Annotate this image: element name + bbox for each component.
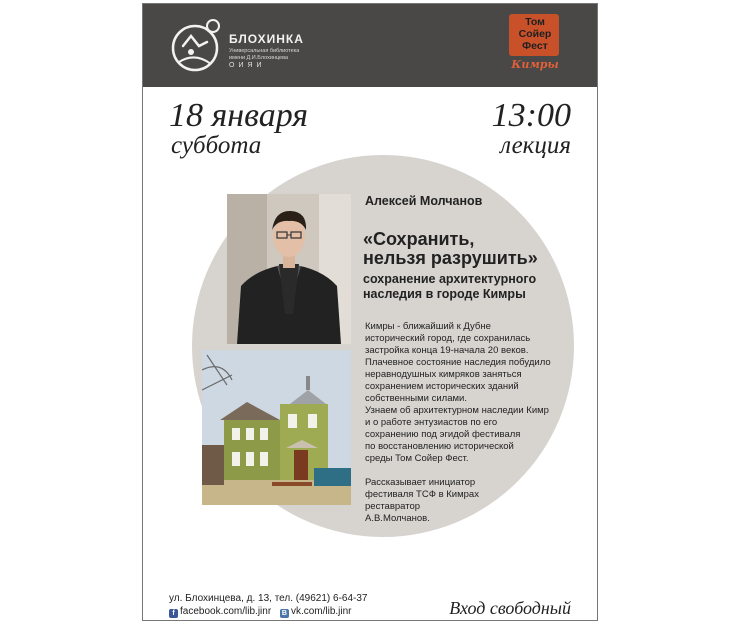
description-line: исторический город, где сохранилась — [365, 333, 531, 344]
description-line: А.В.Молчанов. — [365, 513, 430, 524]
footer-address: ул. Блохинцева, д. 13, тел. (49621) 6-64-37 — [169, 593, 368, 604]
facebook-icon: f — [169, 609, 178, 618]
lecture-description — [365, 321, 551, 525]
entry-free-text: Вход свободный — [449, 598, 571, 618]
festival-logo-line1: Том — [525, 16, 545, 28]
org-name: БЛОХИНКА — [229, 32, 304, 46]
lecture-subtitle — [363, 272, 536, 302]
event-kind: лекция — [500, 132, 571, 159]
header-band — [143, 4, 597, 87]
description-line: Рассказывает инициатор — [365, 477, 476, 488]
description-line: Плачевное состояние наследия побудило — [365, 357, 551, 368]
festival-logo-city: Кимры — [511, 58, 559, 71]
description-line — [365, 465, 551, 477]
description-line: среды Том Сойер Фест. — [365, 453, 469, 464]
facebook-link[interactable]: facebook.com/lib.jinr — [180, 606, 272, 617]
festival-logo — [509, 14, 561, 76]
speaker-portrait-photo — [227, 194, 351, 344]
description-line: неравнодушных кимряков заняться — [365, 369, 522, 380]
event-weekday: суббота — [171, 132, 262, 159]
event-date: 18 января — [169, 97, 309, 134]
festival-logo-line2: Сойер — [518, 28, 552, 40]
org-subtitle-line2: имени Д.И.Блохинцева — [229, 55, 289, 61]
org-subtitle-line1: Универсальная библиотека — [229, 48, 300, 54]
wooden-house-photo — [202, 350, 351, 505]
event-poster — [142, 3, 598, 621]
lecture-title-line2: нельзя разрушить» — [363, 248, 538, 268]
description-line: застройка конца 19-начала 20 веков. — [365, 345, 529, 356]
footer-links — [169, 606, 352, 618]
description-line: по восстановлению исторической — [365, 441, 514, 452]
speaker-name: Алексей Молчанов — [365, 194, 483, 208]
lecture-subtitle-line2: наследия в городе Кимры — [363, 287, 526, 301]
description-line: реставратор — [365, 501, 421, 512]
vk-link[interactable]: vk.com/lib.jinr — [290, 606, 352, 617]
lecture-subtitle-line1: сохранение архитектурного — [363, 272, 537, 286]
description-line: и о работе энтузиастов по его — [365, 417, 498, 428]
description-line: фестиваля ТСФ в Кимрах — [365, 489, 479, 500]
lecture-title — [363, 230, 538, 268]
org-subtitle-line3: ОИЯИ — [229, 62, 266, 69]
lecture-title-line1: «Сохранить, — [363, 229, 475, 249]
festival-logo-line3: Фест — [522, 40, 548, 52]
library-logo-icon — [169, 16, 227, 74]
description-line: Узнаем об архитектурном наследии Кимр — [365, 405, 549, 416]
description-line: сохранению под эгидой фестиваля — [365, 429, 521, 440]
description-line: собственными силами. — [365, 393, 467, 404]
description-line: сохранением исторических зданий — [365, 381, 519, 392]
event-time: 13:00 — [491, 97, 571, 134]
vk-icon: В — [281, 610, 287, 617]
description-line: Кимры - ближайший к Дубне — [365, 321, 491, 332]
